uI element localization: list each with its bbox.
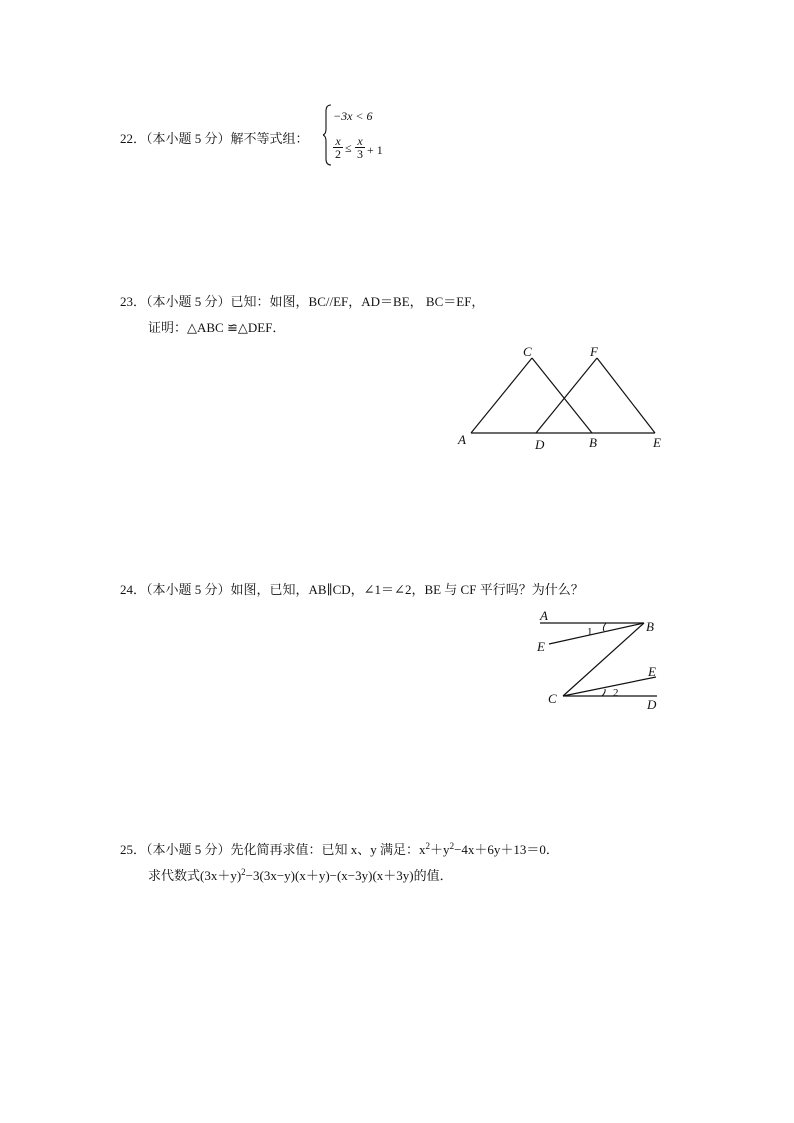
problem-22-prompt: 解不等式组： (230, 131, 309, 146)
segment-cb (532, 358, 592, 433)
line-cf (563, 677, 656, 696)
label-b: B (589, 435, 597, 450)
problem-23-given: 已知：如图，BC//EF，AD＝BE， BC＝EF， (230, 294, 485, 309)
line-eb (549, 623, 644, 644)
label-b: B (646, 619, 654, 634)
label-a: A (540, 608, 548, 623)
label-c: C (523, 344, 532, 359)
parallel-lines-figure (530, 607, 670, 717)
segment-df (536, 358, 597, 433)
problem-25-expression: 求代数式$(3x+y)^2-3(3x-y)(x+y)-(x-3y)(x+3y)$的值． (148, 867, 453, 883)
problem-23-points: （本小题 5 分） (146, 294, 231, 309)
problem-24: 24．（本小题 5 分）如图，已知，AB∥CD，∠1＝∠2，BE 与 CF 平行吗？为什么？ (120, 582, 584, 597)
problem-22: 22．（本小题 5 分）解不等式组： (120, 131, 309, 146)
problem-22-number: 22 (120, 131, 133, 146)
segment-ac (471, 358, 532, 433)
problem-24-question: 如图，已知，AB∥CD，∠1＝∠2，BE 与 CF 平行吗？为什么？ (230, 582, 584, 597)
inequality-1: −3x < 6 (333, 109, 373, 123)
line-bc (563, 623, 644, 696)
label-e: E (653, 435, 661, 450)
label-angle-2: 2 (613, 687, 619, 699)
triangles-figure (450, 340, 680, 465)
inequality-2-right-fraction: $\frac{x}{3}$ (357, 134, 363, 161)
label-c: C (548, 691, 557, 706)
label-angle-1: 1 (587, 626, 593, 638)
label-d: D (535, 437, 545, 452)
problem-23-prove: 证明：△ABC ≌△DEF． (148, 320, 286, 335)
label-f: F (590, 344, 598, 359)
label-e-lower: E (648, 664, 656, 679)
inequality-system-brace (323, 103, 333, 167)
problem-24-points: （本小题 5 分） (146, 582, 231, 597)
label-e-upper: E (537, 639, 545, 654)
problem-25: 25．（本小题 5 分）先化简再求值：已知 x、y 满足：$x^2+y^2-4x+6y+13=0$． (120, 841, 559, 857)
problem-25-points: （本小题 5 分） (146, 842, 231, 857)
angle-2-arc (602, 689, 605, 696)
segment-fe (597, 358, 655, 433)
inequality-2-left-fraction: $\frac{x}{2}$ (335, 134, 341, 161)
inequality-2-operator: ≤ (345, 141, 352, 155)
problem-25-number: 25 (120, 842, 133, 857)
inequality-2-tail: + 1 (367, 143, 383, 157)
problem-23: 23．（本小题 5 分）已知：如图，BC//EF，AD＝BE， BC＝EF， (120, 294, 485, 309)
problem-23-number: 23 (120, 294, 133, 309)
angle-1-arc (603, 623, 606, 631)
label-a: A (458, 432, 466, 447)
problem-24-number: 24 (120, 582, 133, 597)
label-d: D (647, 697, 657, 712)
problem-22-points: （本小题 5 分） (146, 131, 231, 146)
